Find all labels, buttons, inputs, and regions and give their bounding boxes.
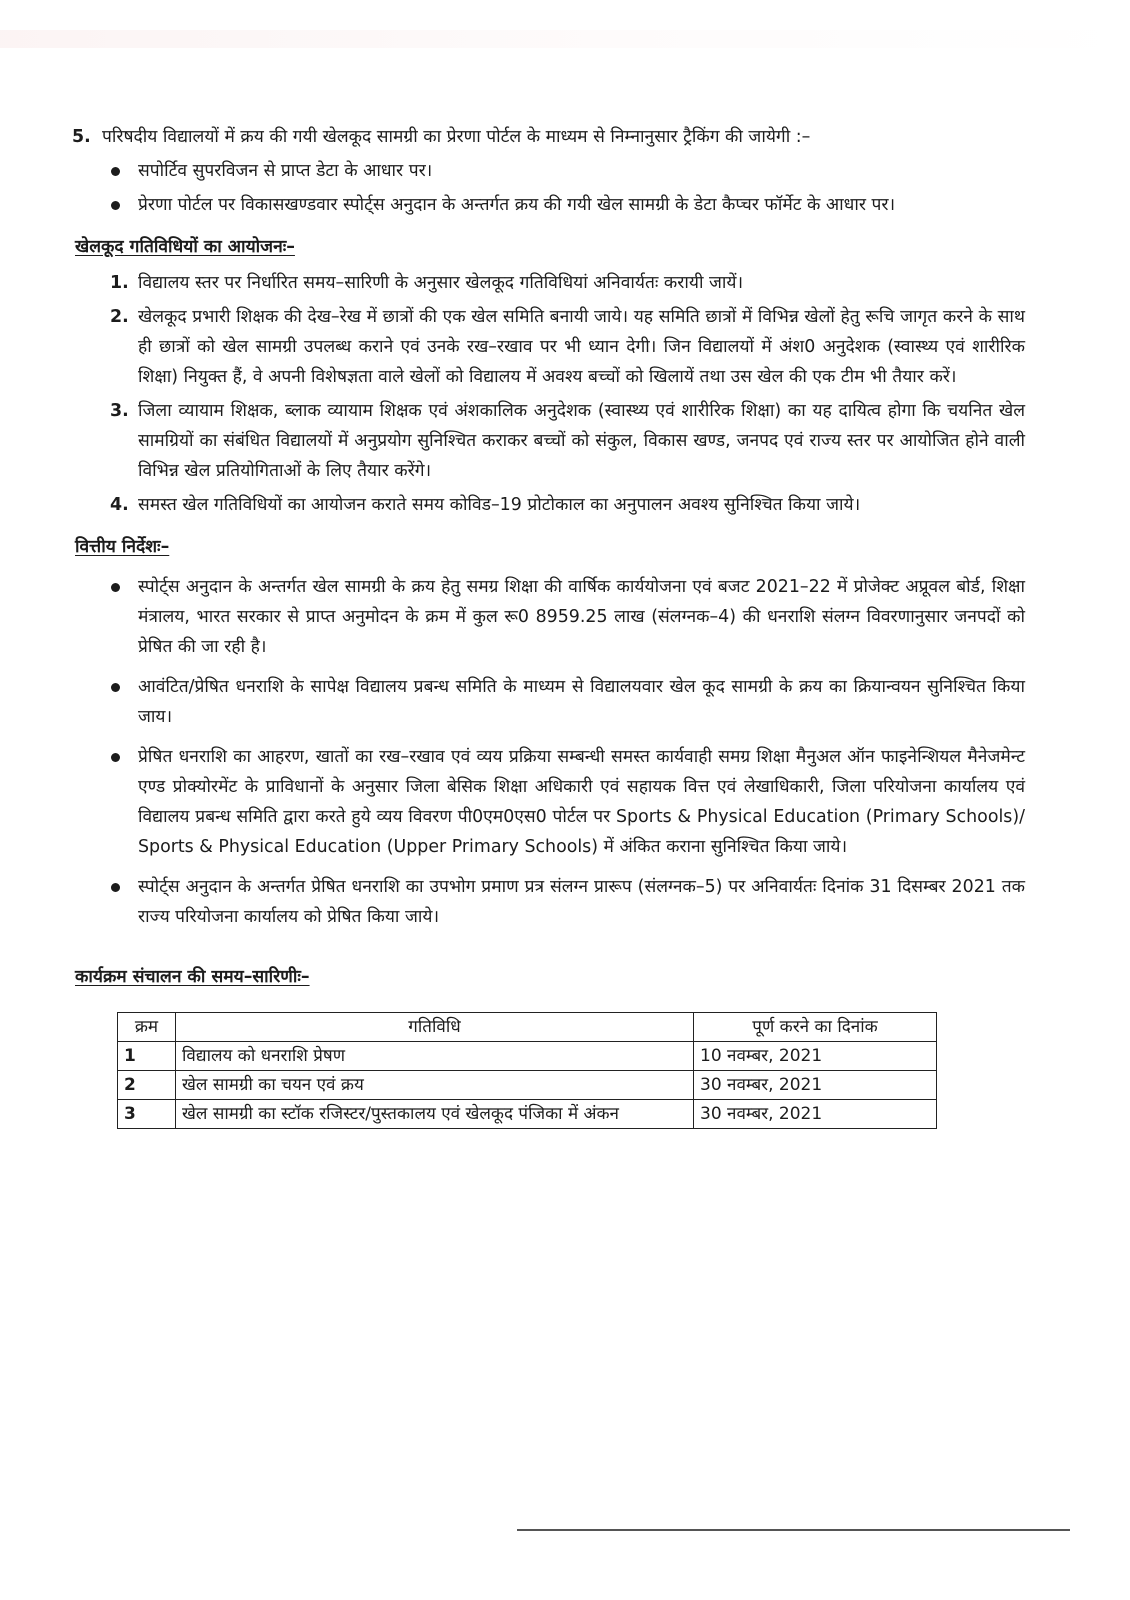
bullet-icon: [111, 201, 120, 210]
column-header-activity: गतिविधि: [176, 1013, 694, 1042]
table-cell-activity: विद्यालय को धनराशि प्रेषण: [176, 1042, 694, 1071]
table-row: [118, 1071, 937, 1100]
list-item: स्पोर्ट्स अनुदान के अन्तर्गत प्रेषित धनराशि का उपभोग प्रमाण प्रत्र संलग्न प्रारूप (संलग्नक–5) पर अनिवार्यतः दिनांक 31 दिसम्बर 2021 तक राज्य परियोजना कार्यालय को प्रेषित किया जाये।: [75, 872, 1025, 932]
table-header-row: [118, 1013, 937, 1042]
item-5: [72, 122, 1025, 152]
table-cell-serial: 1: [118, 1042, 176, 1071]
item-5-text: परिषदीय विद्यालयों में क्रय की गयी खेलकूद सामग्री का प्रेरणा पोर्टल के माध्यम से निम्नानुसार ट्रैकिंग की जायेगी :–: [102, 127, 811, 147]
section-heading-finance: वित्तीय निर्देशः–: [75, 537, 170, 557]
list-item: 4. समस्त खेल गतिविधियों का आयोजन कराते समय कोविड–19 प्रोटोकाल का अनुपालन अवश्य सुनिश्चित किया जाये।: [110, 495, 861, 515]
list-item: स्पोर्ट्स अनुदान के अन्तर्गत खेल सामग्री के क्रय हेतु समग्र शिक्षा की वार्षिक कार्ययोजना एवं बजट 2021–22 में प्रोजेक्ट अप्रूवल बोर्ड, शिक्षा मंत्रालय, भारत सरकार से प्राप्त अनुमोदन के क्रम में कुल रू0 8959.25 लाख (संलग्नक–4) की धनराशि संलग्न विवरणानुसार जनपदों को प्रेषित की जा रही है।: [75, 572, 1025, 662]
bullet-icon: [111, 883, 120, 892]
item-5-number: 5.: [72, 127, 91, 147]
scan-artifact: [0, 30, 1130, 48]
finance-bullets: [75, 572, 1025, 932]
schedule-table: [117, 1012, 937, 1129]
list-item: 3. जिला व्यायाम शिक्षक, ब्लाक व्यायाम शिक्षक एवं अंशकालिक अनुदेशक (स्वास्थ्य एवं शारीरिक शिक्षा) का यह दायित्व होगा कि चयनित खेल सामग्रियों का संबंधित विद्यालयों में अनुप्रयोग सुनिश्चित कराकर बच्चों को संकुल, विकास खण्ड, जनपद एवं राज्य स्तर पर आयोजित होने वाली विभिन्न खेल प्रतियोगिताओं के लिए तैयार करेंगे।: [110, 401, 1025, 481]
list-item: प्रेषित धनराशि का आहरण, खातों का रख–रखाव एवं व्यय प्रक्रिया सम्बन्धी समस्त कार्यवाही समग्र शिक्षा मैनुअल ऑन फाइनेन्शियल मैनेजमेन्ट एण्ड प्रोक्योरमेंट के प्राविधानों के अनुसार जिला बेसिक शिक्षा अधिकारी एवं सहायक वित्त एवं लेखाधिकारी, जिला परियोजना कार्यालय एवं विद्यालय प्रबन्ध समिति द्वारा करते हुये व्यय विवरण पी0एम0एस0 पोर्टल पर Sports & Physical Education (Primary Schools)/ Sports & Physical Education (Upper Primary Schools) में अंकित कराना सुनिश्चित किया जाये।: [75, 742, 1025, 862]
table-cell-date: 30 नवम्बर, 2021: [694, 1071, 937, 1100]
list-item: 1. विद्यालय स्तर पर निर्धारित समय–सारिणी के अनुसार खेलकूद गतिविधियां अनिवार्यतः करायी जायें।: [110, 273, 744, 293]
list-item: सपोर्टिव सुपरविजन से प्राप्त डेटा के आधार पर।: [75, 156, 1025, 186]
bullet-icon: [111, 583, 120, 592]
table-cell-serial: 2: [118, 1071, 176, 1100]
tracking-bullets: [75, 156, 1025, 220]
table-row: [118, 1042, 937, 1071]
document-body: [72, 122, 1025, 1129]
table-cell-activity: खेल सामग्री का स्टॉक रजिस्टर/पुस्तकालय एवं खेलकूद पंजिका में अंकन: [176, 1100, 694, 1129]
section-heading-schedule: कार्यक्रम संचालन की समय–सारिणीः–: [75, 967, 310, 987]
column-header-date: पूर्ण करने का दिनांक: [694, 1013, 937, 1042]
list-item: आवंटित/प्रेषित धनराशि के सापेक्ष विद्यालय प्रबन्ध समिति के माध्यम से विद्यालयवार खेल कूद सामग्री के क्रय का क्रियान्वयन सुनिश्चित किया जाय।: [75, 672, 1025, 732]
list-item: प्रेरणा पोर्टल पर विकासखण्डवार स्पोर्ट्स अनुदान के अन्तर्गत क्रय की गयी खेल सामग्री के डेटा कैप्चर फॉर्मेट के आधार पर।: [75, 190, 1025, 220]
bottom-divider: [517, 1529, 1070, 1531]
bullet-icon: [111, 167, 120, 176]
table-cell-activity: खेल सामग्री का चयन एवं क्रय: [176, 1071, 694, 1100]
list-item: 2. खेलकूद प्रभारी शिक्षक की देख–रेख में छात्रों की एक खेल समिति बनायी जाये। यह समिति छात्रों में विभिन्न खेलों हेतु रूचि जागृत करने के साथ ही छात्रों को खेल सामग्री उपलब्ध कराने एवं उनके रख–रखाव पर भी ध्यान देगी। जिन विद्यालयों में अंश0 अनुदेशक (स्वास्थ्य एवं शारीरिक शिक्षा) नियुक्त हैं, वे अपनी विशेषज्ञता वाले खेलों को विद्यालय में अवश्य बच्चों को खिलायें तथा उस खेल की एक टीम भी तैयार करें।: [110, 307, 1025, 387]
table-cell-date: 10 नवम्बर, 2021: [694, 1042, 937, 1071]
section-heading-sports: खेलकूद गतिविधियों का आयोजनः–: [75, 237, 295, 257]
table-row: [118, 1100, 937, 1129]
bullet-icon: [111, 753, 120, 762]
column-header-serial: क्रम: [118, 1013, 176, 1042]
table-cell-serial: 3: [118, 1100, 176, 1129]
sports-activities-list: [75, 268, 1025, 520]
table-cell-date: 30 नवम्बर, 2021: [694, 1100, 937, 1129]
bullet-icon: [111, 683, 120, 692]
